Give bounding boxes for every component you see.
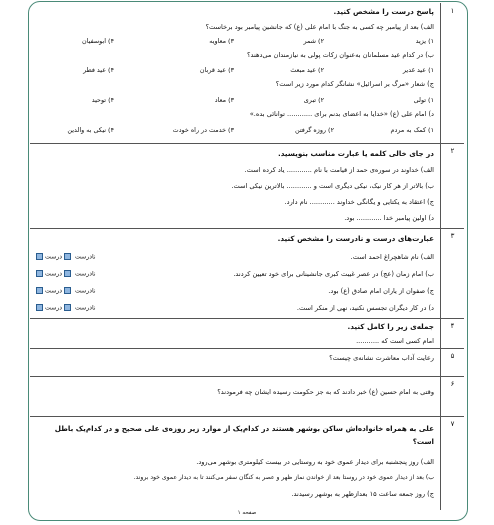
question-1: [30, 3, 464, 144]
question-6: [30, 376, 464, 417]
question-4: [30, 318, 464, 349]
option[interactable]: ۳) معاویه: [209, 37, 234, 45]
fill-line: ج) اعتقاد به یکتایی و یگانگی خداوند ............ نام دارد.: [284, 198, 434, 206]
options-b: [34, 66, 434, 75]
true-checkbox[interactable]: [64, 253, 71, 260]
tf-choices: [34, 304, 96, 312]
case-line: ج) روز جمعه ساعت ۱۵ بعدازظهر به بوشهر رسیدند.: [291, 490, 434, 498]
question-number: ۱: [440, 3, 464, 143]
true-label: درست: [45, 253, 63, 261]
false-label: نادرست: [74, 270, 96, 278]
case-line: الف) روز پنجشنبه برای دیدار عموی خود به روستایی در بیست کیلومتری بوشهر می‌رود.: [196, 458, 434, 466]
option[interactable]: ۱) یزید: [415, 37, 434, 45]
option[interactable]: ۴) عید فطر: [83, 66, 114, 74]
question-title: جمله‌ی زیر را کامل کنید.: [347, 322, 434, 331]
option[interactable]: ۴) توحید: [91, 96, 114, 104]
option[interactable]: ۴) نیکی به والدین: [67, 126, 114, 134]
option[interactable]: ۱) عید غدیر: [402, 66, 434, 74]
false-label: نادرست: [74, 287, 96, 295]
question-title: علی به همراه خانواده‌اش ساکن بوشهر هستند در کدام‌یک از موارد زیر روزه‌ی علی صحیح و در کدام‌یک باطل: [54, 424, 434, 433]
option[interactable]: ۲) تبری: [303, 96, 324, 104]
tf-statement: ج) صفوان از یاران امام صادق (ع) بود.: [328, 287, 434, 295]
option[interactable]: ۲) شمر: [303, 37, 324, 45]
tf-statement: د) در کار دیگران تجسس نکنید، نهی از منکر است.: [296, 304, 434, 312]
false-label: نادرست: [74, 304, 96, 312]
complete-line: امام کسی است که ...........: [356, 337, 434, 345]
question-title-cont: است؟: [412, 437, 434, 446]
exam-sheet: [30, 3, 464, 517]
fill-line: الف) خداوند در سوره‌ی حمد از قیامت با نام ............ یاد کرده است.: [244, 166, 434, 174]
fill-line: ب) بالاتر از هر کار نیک، نیکی دیگری است و ............ بالاترین نیکی است.: [231, 182, 434, 190]
option[interactable]: ۴) ابوسفیان: [82, 37, 114, 45]
option[interactable]: ۱) تولی: [413, 96, 434, 104]
false-checkbox[interactable]: [36, 304, 43, 311]
true-label: درست: [45, 304, 63, 312]
true-label: درست: [45, 287, 63, 295]
question-number: ۲: [440, 143, 464, 228]
case-line: ب) بعد از دیدار عموی خود در روستا بعد از خواندن نماز ظهر و عصر به کنگان سفر می‌کنند تا به دیدار عموی خود بروند.: [133, 474, 434, 481]
question-number: ۷: [440, 416, 464, 510]
question-text: رعایت آداب معاشرت نشانه‌ی چیست؟: [329, 354, 434, 362]
true-checkbox[interactable]: [64, 270, 71, 277]
question-number: ۶: [440, 376, 464, 416]
question-title: پاسخ درست را مشخص کنید.: [333, 7, 434, 16]
options-d: [34, 126, 434, 135]
false-label: نادرست: [74, 253, 96, 261]
fill-line: د) اولین پیامبر خدا ............ بود.: [344, 214, 434, 222]
option[interactable]: ۳) خدمت در راه خودت: [172, 126, 234, 134]
false-checkbox[interactable]: [36, 253, 43, 260]
question-3: [30, 228, 464, 319]
option[interactable]: ۳) معاد: [214, 96, 234, 104]
true-label: درست: [45, 270, 63, 278]
question-number: ۳: [440, 228, 464, 318]
question-a: الف) بعد از پیامبر چه کسی به جنگ با امام علی (ع) که جانشین پیامبر بود برخاست؟: [205, 23, 434, 31]
question-5: [30, 348, 464, 377]
tf-choices: [34, 270, 96, 278]
question-7: [30, 416, 464, 510]
true-checkbox[interactable]: [64, 287, 71, 294]
option[interactable]: ۱) کمک به مردم: [390, 126, 434, 134]
option[interactable]: ۳) عید قربان: [199, 66, 234, 74]
page-number: صفحه ۱: [237, 510, 257, 516]
question-number: ۴: [440, 318, 464, 348]
question-d: د) امام علی (ع) «خدایا به اعضای بدنم برای ............ توانائی بده.»: [249, 110, 434, 118]
tf-statement: الف) نام شاهچراغ احمد است.: [350, 253, 434, 261]
tf-choices: [34, 253, 96, 261]
false-checkbox[interactable]: [36, 287, 43, 294]
tf-choices: [34, 287, 96, 295]
question-text: وقتی به امام حسین (ع) خبر دادند که به جز حکومت رسیده ایشان چه فرمودند؟: [217, 388, 434, 396]
option[interactable]: ۲) عید مبعث: [290, 66, 324, 74]
question-title: عبارت‌های درست و نادرست را مشخص کنید.: [277, 234, 434, 243]
option[interactable]: ۲) روزه گرفتن: [294, 126, 334, 134]
tf-statement: ب) امام زمان (عج) در عصر غیبت کبری جانشینانی برای خود تعیین کردند.: [233, 270, 434, 278]
options-a: [34, 37, 434, 46]
question-c: ج) شعار «مرگ بر اسرائیل» نشانگر کدام مورد زیر است؟: [275, 80, 434, 88]
true-checkbox[interactable]: [64, 304, 71, 311]
options-c: [34, 96, 434, 105]
false-checkbox[interactable]: [36, 270, 43, 277]
question-b: ب) در کدام عید مسلمانان به‌عنوان زکات پولی به نیازمندان می‌دهند؟: [247, 51, 434, 59]
question-number: ۵: [440, 348, 464, 376]
question-title: در جای خالی کلمه یا عبارت مناسب بنویسید.: [278, 149, 434, 158]
question-2: [30, 143, 464, 229]
